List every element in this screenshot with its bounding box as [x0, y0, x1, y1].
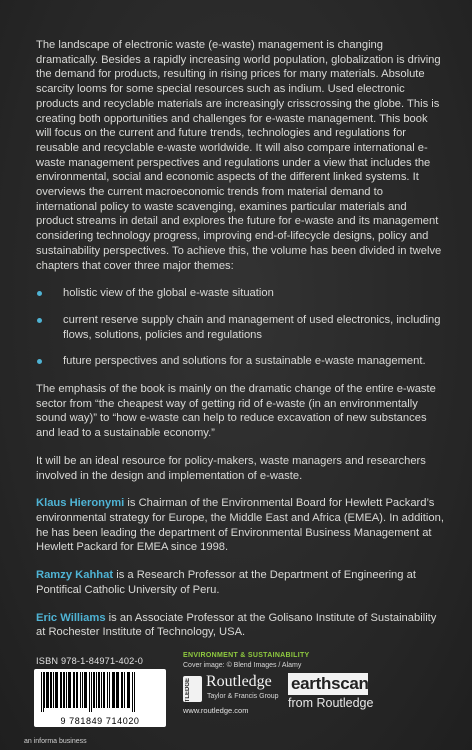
author-bio: Eric Williams is an Associate Professor at the Golisano Institute of Sustainability at Rochester Institute of Technology, USA. — [36, 611, 437, 639]
barcode-bar — [63, 672, 65, 708]
barcode-bar — [80, 672, 81, 708]
theme-item: future perspectives and solutions for a sustainable e-waste management. — [36, 354, 446, 369]
isbn: ISBN 978-1-84971-402-0 — [36, 656, 144, 666]
intro-paragraph: The landscape of electronic waste (e-waste) management is changing dramatically. Besides a rapidly increasing world population, globalization is driving the demand for products, resulting in rising prices for many materials. Absolute scarcity looms for some special resources such as indium. Used electronic products and recyclable materials are increasingly crisscrossing the globe. This is creating both opportunities and challenges for e-waste management. This book will focus on the current and future trends, technologies and regulations for reusable and recyclable e-waste worldwide. It will also compare international e-waste management perspectives and regulations under a view that includes the environmental, social and economic aspects of the different linked systems. It overviews the current macroeconomic trends from material demand to international policy to waste scavenging, examines particular materials and product streams in detail and explores the future for e-waste and its management considering technology progress, improving end-of-lifecycle designs, policy and sustainability perspectives. To achieve this, the volume has been divided in twelve chapters that cover three major themes: — [36, 39, 442, 272]
barcode-bar — [82, 672, 83, 708]
barcode-bar — [96, 672, 97, 708]
bullet-icon — [37, 318, 42, 323]
publisher-url: www.routledge.com — [183, 706, 249, 715]
informa-tagline: an informa business — [24, 738, 87, 745]
barcode-bar — [91, 672, 92, 712]
barcode-bar — [124, 672, 125, 708]
barcode-bar — [101, 672, 102, 708]
series-name: ENVIRONMENT & SUSTAINABILITY — [183, 652, 310, 659]
emphasis-paragraph: The emphasis of the book is mainly on the dramatic change of the entire e-waste sector from “the cheapest way of getting rid of e-waste (in an environmentally sound way)” to “how e-waste can help to reduce excavation of new substances and lead to a sustainable economy.” — [36, 383, 436, 440]
barcode-bar — [46, 672, 49, 708]
theme-item: holistic view of the global e-waste situation — [36, 286, 446, 301]
barcode-bar — [50, 672, 52, 708]
barcode-bar — [43, 672, 44, 712]
barcode-bar — [112, 672, 115, 708]
barcode-bar — [89, 672, 90, 712]
barcode-bars — [39, 672, 161, 712]
barcode-bar — [121, 672, 123, 708]
barcode-bar — [66, 672, 67, 708]
barcode-bar — [68, 672, 71, 708]
barcode-bar — [109, 672, 110, 708]
barcode-bar — [107, 672, 108, 708]
barcode-bar — [76, 672, 78, 708]
barcode-bar — [98, 672, 100, 708]
author-bio: Ramzy Kahhat is a Research Professor at the Department of Engineering at Pontifical Catholic University of Peru. — [36, 569, 416, 596]
barcode-bar — [134, 672, 135, 712]
publisher-group: Taylor & Francis Group — [207, 693, 279, 700]
theme-item: current reserve supply chain and management of used electronics, including flows, solutions, policies and regulations — [36, 313, 446, 342]
author-name: Eric Williams — [36, 611, 106, 624]
barcode-bar — [132, 672, 133, 712]
barcode-bar — [84, 672, 87, 708]
barcode-bar — [53, 672, 54, 708]
barcode-bar — [41, 672, 42, 712]
barcode-bar — [60, 672, 62, 708]
barcode-bar — [127, 672, 130, 708]
barcode-bar — [73, 672, 75, 708]
bullet-icon — [37, 291, 42, 296]
barcode-number: 9 781849 714020 — [60, 716, 140, 726]
barcode-bar — [55, 672, 58, 708]
barcode-bar — [93, 672, 95, 708]
resource-paragraph: It will be an ideal resource for policy-makers, waste managers and researchers involved in the design and implementation of e-waste. — [36, 454, 426, 482]
themes-list — [36, 286, 446, 369]
barcode — [34, 669, 166, 727]
publisher-name: Routledge — [206, 673, 272, 690]
cover-credit: Cover image: © Blend Images / Alamy — [183, 662, 302, 669]
barcode-bar — [44, 672, 45, 708]
blurb — [36, 38, 446, 653]
earthscan-subtitle: from Routledge — [288, 696, 374, 710]
barcode-bar — [103, 672, 105, 708]
author-name: Klaus Hieronymi — [36, 497, 125, 510]
routledge-logo-icon: ROUTLEDGE — [183, 676, 202, 702]
author-name: Ramzy Kahhat — [36, 569, 114, 582]
bullet-icon — [37, 359, 42, 364]
earthscan-wordmark: earthscan — [291, 674, 369, 693]
barcode-bar — [116, 672, 119, 708]
author-bio: Klaus Hieronymi is Chairman of the Environmental Board for Hewlett Packard’s environmental strategy for Europe, the Middle East and Africa (EMEA). In addition, he has been leading the department of Environmental Business Management at Hewlett Packard for EMEA since 1998. — [36, 497, 444, 554]
